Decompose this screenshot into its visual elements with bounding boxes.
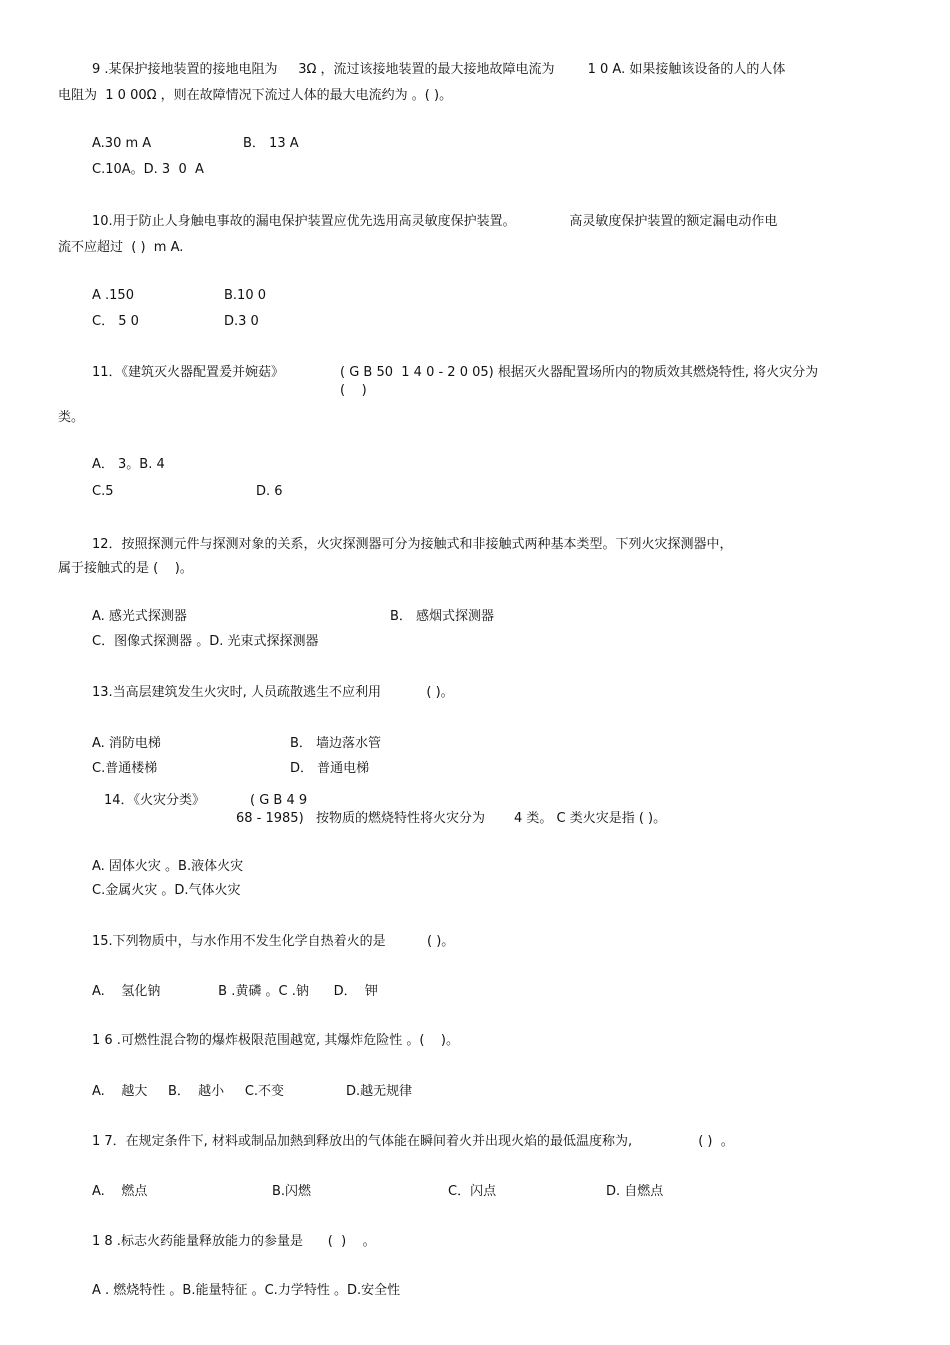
option: B.闪燃 bbox=[272, 1184, 312, 1199]
question-text: 属于接触式的是 ( )。 bbox=[58, 561, 193, 576]
question-text: ( G B 50 1 4 0 - 2 0 05) 根据灭火器配置场所内的物质效其燃烧特性, 将火灾分为 bbox=[340, 365, 819, 380]
option: A． 3。B. 4 bbox=[92, 457, 165, 472]
option: B.10 0 bbox=[224, 288, 266, 303]
option: A. 固体火灾 。B.液体火灾 bbox=[92, 859, 244, 874]
question-text: 1 7．在规定条件下, 材料或制品加熱到释放出的气体能在瞬间着火并出现火焰的最低温度称为, ( ) 。 bbox=[92, 1134, 734, 1149]
question-text: 1 6 .可燃性混合物的爆炸极限范围越宽, 其爆炸危险性 。( )。 bbox=[92, 1033, 460, 1048]
option: A. 越大 B． 越小 C.不变 D.越无规律 bbox=[92, 1084, 413, 1099]
option: D.3 0 bbox=[224, 314, 259, 329]
question-text: 15.下列物质中，与水作用不发生化学自热着火的是 ( )。 bbox=[92, 934, 455, 949]
option: D． 普通电梯 bbox=[290, 761, 370, 776]
question-text: ( G B 4 9 bbox=[250, 793, 308, 808]
option: A . 燃烧特性 。B.能量特征 。C.力学特性 。D.安全性 bbox=[92, 1283, 401, 1298]
question-text: 11．《建筑灭火器配置爰并婉菇》 bbox=[92, 365, 285, 380]
option: A.30 m A bbox=[92, 136, 152, 151]
option: A. 感光式探测器 bbox=[92, 609, 187, 624]
question-text: 流不应超过 ( ) m A. bbox=[58, 240, 184, 255]
option: A. 氢化钠 B .黄磷 。C .钠 D． 钾 bbox=[92, 984, 378, 999]
option: A. 燃点 bbox=[92, 1184, 148, 1199]
question-text: 68 - 1985) 按物质的燃烧特性将火灾分为 4 类。 C 类火灾是指 ( )。 bbox=[236, 811, 667, 826]
option: C.10A。D. 3 0 A bbox=[92, 162, 204, 177]
option: C.普通楼梯 bbox=[92, 761, 158, 776]
question-text: 14．《火灾分类》 bbox=[104, 793, 206, 808]
option: C． 5 0 bbox=[92, 314, 139, 329]
question-text: 类。 bbox=[58, 410, 85, 425]
question-text: 10.用于防止人身触电事故的漏电保护装置应优先选用高灵敏度保护装置。 高灵敏度保护装置的额定漏电动作电 bbox=[92, 214, 778, 229]
question-text: 1 8 .标志火药能量释放能力的参量是 ( ) 。 bbox=[92, 1234, 376, 1249]
question-text: ( ) bbox=[340, 383, 367, 398]
option: C.5 bbox=[92, 484, 114, 499]
option: C．闪点 bbox=[448, 1184, 497, 1199]
question-text: 13.当高层建筑发生火灾时, 人员疏散逃生不应利用 ( )。 bbox=[92, 685, 454, 700]
option: D. 6 bbox=[256, 484, 283, 499]
option: D. 自燃点 bbox=[606, 1184, 664, 1199]
question-text: 9 .某保护接地装置的接地电阻为 3Ω ，流过该接地装置的最大接地故障电流为 1 0 A. 如果接触该设备的人的人体 bbox=[92, 62, 786, 77]
option: A .150 bbox=[92, 288, 134, 303]
option: A. 消防电梯 bbox=[92, 736, 161, 751]
option: B． 感烟式探测器 bbox=[390, 609, 495, 624]
option: B． 墙边落水管 bbox=[290, 736, 382, 751]
option: B． 13 A bbox=[243, 136, 299, 151]
question-text: 12．按照探测元件与探测对象的关系，火灾探测器可分为接触式和非接触式两种基本类型。下列火灾探测器中， bbox=[92, 537, 733, 552]
question-text: 电阻为 1 0 00Ω ，则在故障情况下流过人体的最大电流约为 。( )。 bbox=[58, 88, 453, 103]
option: C．图像式探测器 。D. 光束式探探测器 bbox=[92, 634, 319, 649]
option: C.金属火灾 。D.气体火灾 bbox=[92, 883, 241, 898]
